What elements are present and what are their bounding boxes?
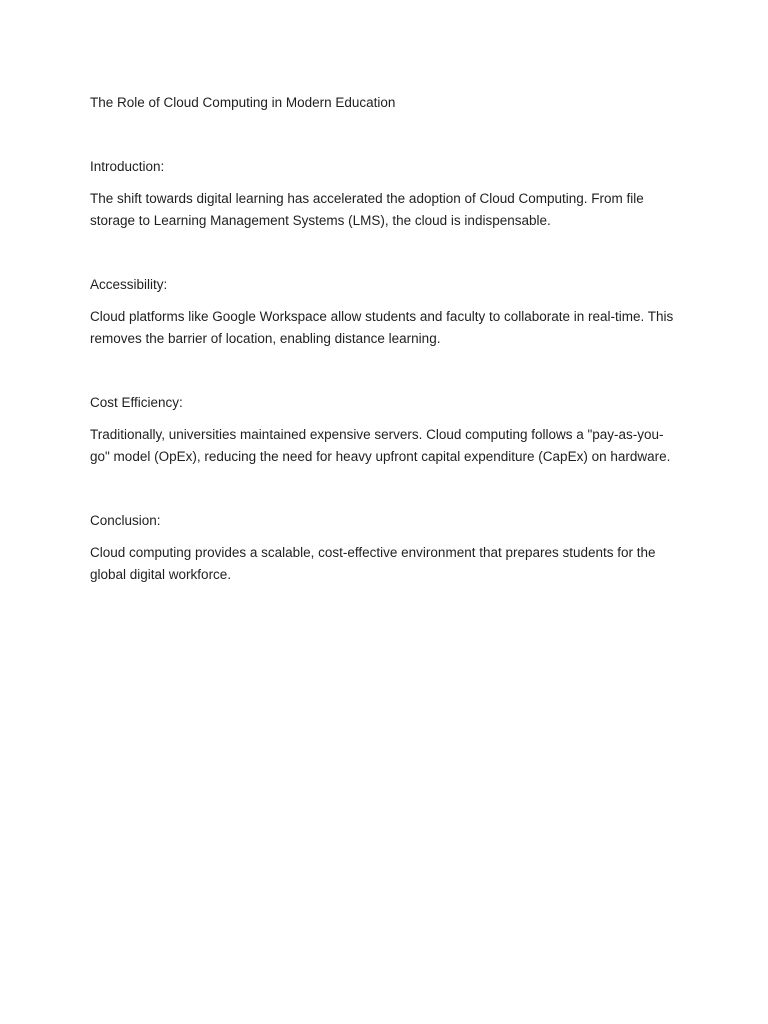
section-heading: Conclusion: xyxy=(90,513,161,528)
section-accessibility xyxy=(90,274,682,350)
section-body: Cloud computing provides a scalable, cost-effective environment that prepares students for the global digital workforce. xyxy=(90,545,656,582)
document-title: The Role of Cloud Computing in Modern Education xyxy=(90,95,396,110)
section-heading: Cost Efficiency: xyxy=(90,395,183,410)
section-introduction xyxy=(90,156,682,232)
section-conclusion xyxy=(90,510,682,586)
section-body: Traditionally, universities maintained expensive servers. Cloud computing follows a "pay-as-you-go" model (OpEx), reducing the need for heavy upfront capital expenditure (CapEx) on hardware. xyxy=(90,427,671,464)
section-cost-efficiency xyxy=(90,392,682,468)
section-heading: Accessibility: xyxy=(90,277,168,292)
section-body: Cloud platforms like Google Workspace allow students and faculty to collaborate in real-time. This removes the barrier of location, enabling distance learning. xyxy=(90,309,674,346)
section-body: The shift towards digital learning has accelerated the adoption of Cloud Computing. From file storage to Learning Management Systems (LMS), the cloud is indispensable. xyxy=(90,191,644,228)
section-heading: Introduction: xyxy=(90,159,165,174)
document-page xyxy=(90,92,682,628)
